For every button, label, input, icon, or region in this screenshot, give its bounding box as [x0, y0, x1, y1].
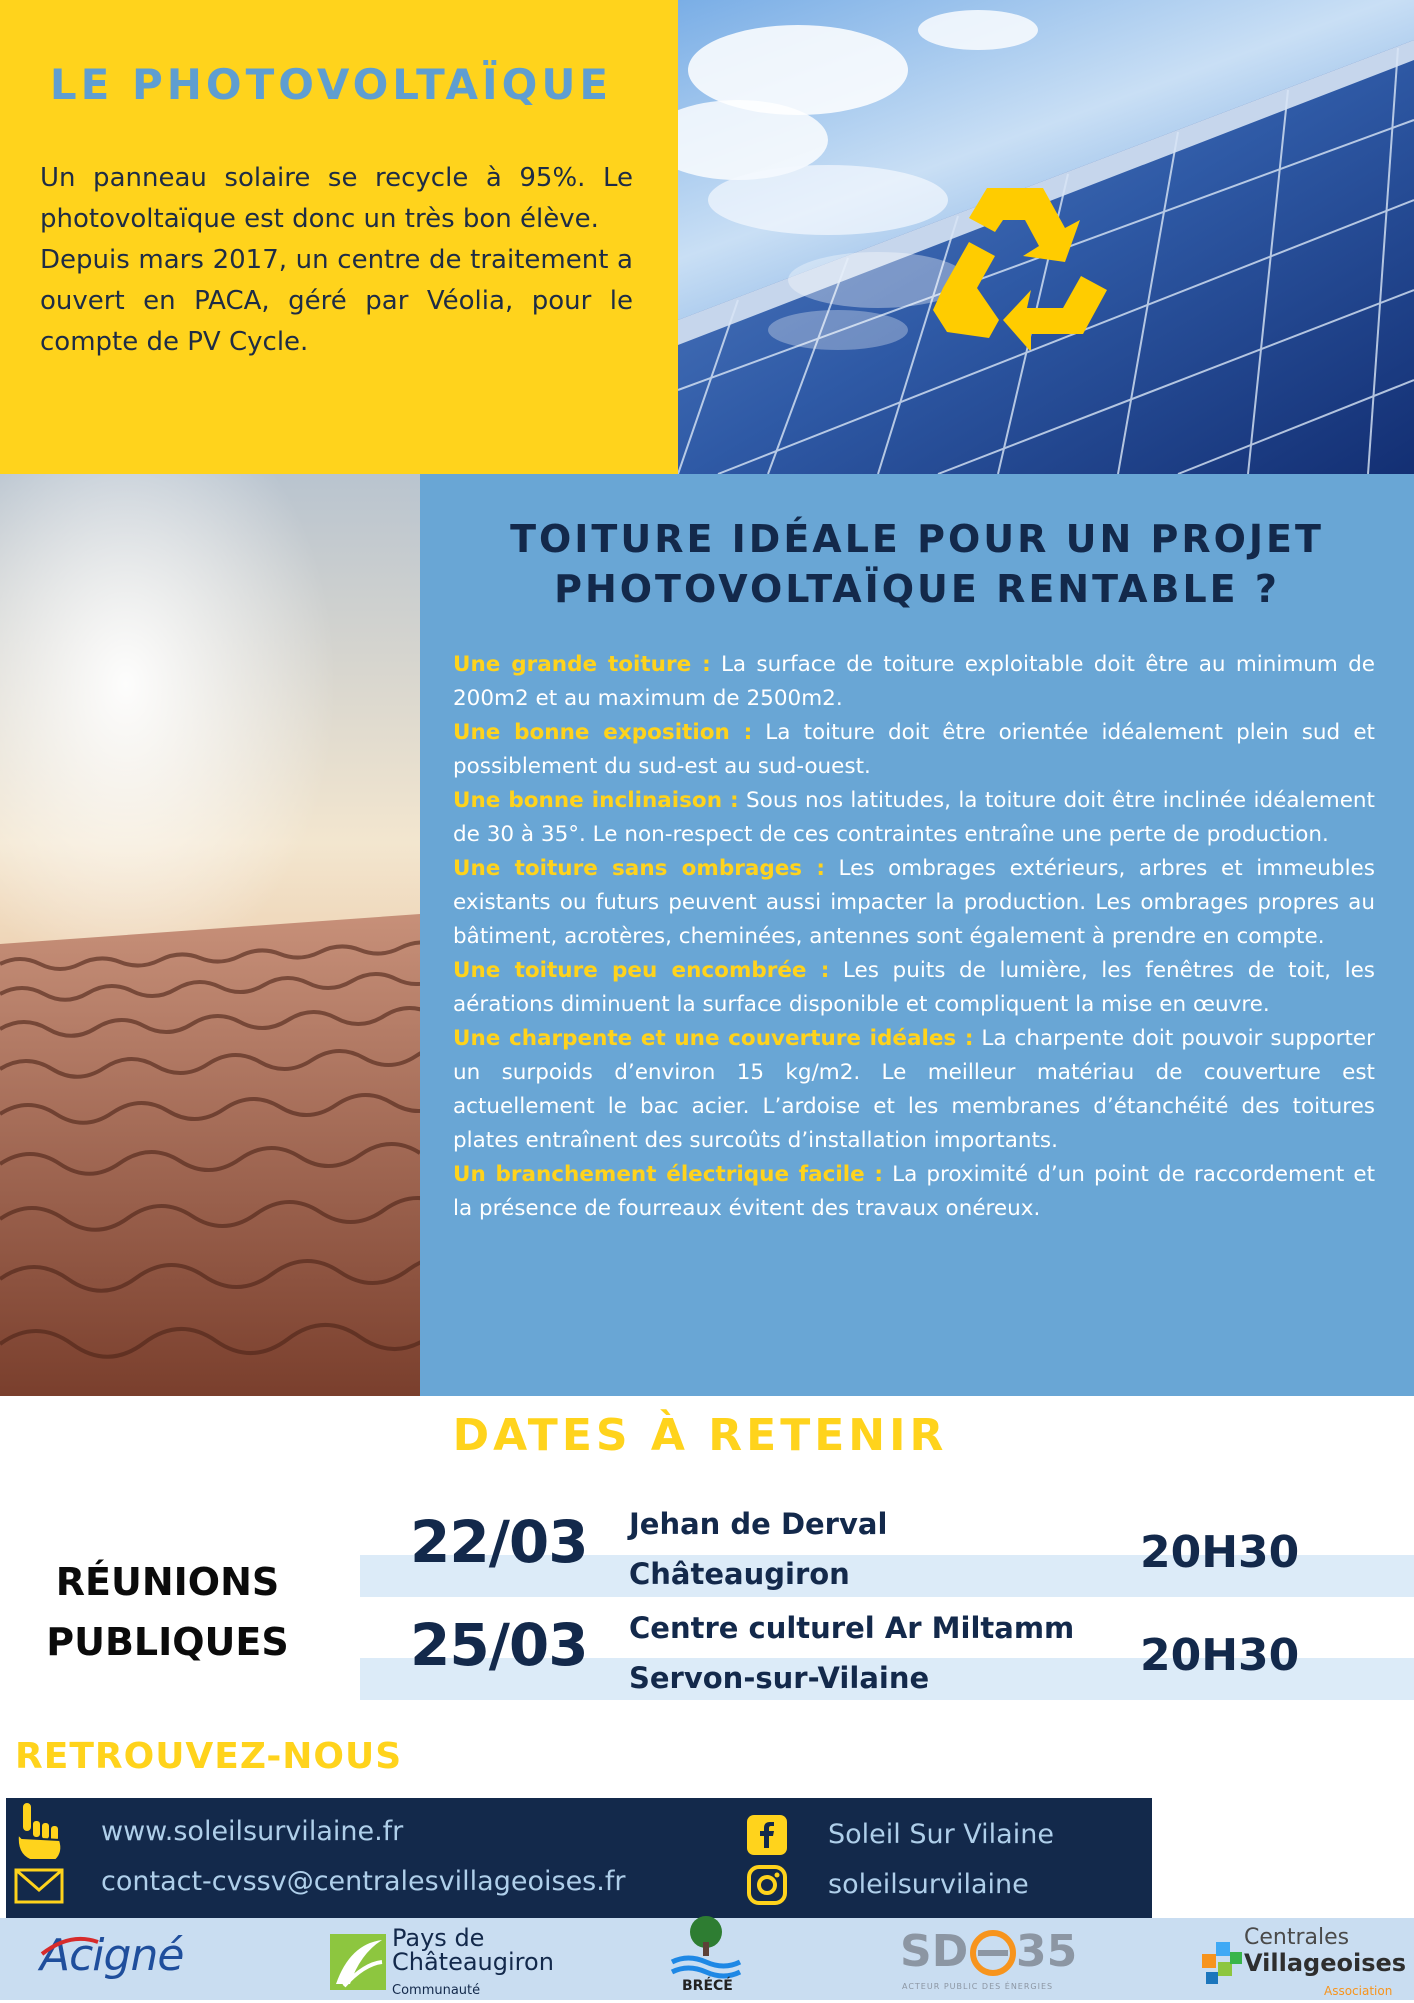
logo-cv-line3: Association — [1324, 1984, 1393, 1998]
logo-acigne-text: Acigné — [40, 1930, 184, 1981]
recycle-icon — [925, 170, 1115, 350]
facebook-link[interactable]: Soleil Sur Vilaine — [828, 1819, 1054, 1850]
criterion-item — [453, 1022, 1375, 1158]
logo-brece — [668, 1914, 744, 1998]
envelope-icon — [14, 1866, 64, 1906]
logo-cv-line1: Centrales — [1244, 1925, 1350, 1950]
criterion-item — [453, 648, 1375, 716]
public-meetings-label-line2: PUBLIQUES — [46, 1620, 289, 1664]
logo-sde-sub: ACTEUR PUBLIC DES ÉNERGIES — [902, 1982, 1054, 1991]
criterion-text: La charpente doit pouvoir supporter un surpoids d’environ 15 kg/m2. Le meilleur matériau de couverture est actuellement le bac acier. L’ardoise et les membranes d’étanchéité des toitures plates entraînent des surcoûts d’installation importants. — [453, 1026, 1375, 1153]
village-cubes-icon — [1198, 1934, 1248, 1988]
find-us-title: RETROUVEZ-NOUS — [15, 1736, 403, 1777]
public-meetings-label — [30, 1552, 305, 1672]
logo-brece-text: BRÉCÉ — [682, 1978, 733, 1994]
logo-pays-line1: Pays de — [392, 1924, 485, 1952]
event-venue-line1: Centre culturel Ar Miltamm — [629, 1611, 1075, 1645]
criterion-text: Sous nos latitudes, la toiture doit être inclinée idéalement de 30 à 35°. Le non-respect de ces contraintes entraîne une perte de production. — [453, 788, 1375, 847]
page-title: LE PHOTOVOLTAÏQUE — [49, 60, 613, 109]
public-meetings-label-line1: RÉUNIONS — [55, 1560, 280, 1604]
roof-criteria-title-line2: PHOTOVOLTAÏQUE RENTABLE ? — [554, 567, 1280, 611]
criteria-list — [453, 648, 1375, 1226]
logo-sde-right: 35 — [1016, 1926, 1078, 1977]
event-venue-line2: Servon-sur-Vilaine — [629, 1661, 930, 1695]
logo-pays-chateaugiron — [330, 1924, 560, 1998]
criterion-label: Une toiture peu encombrée : — [453, 958, 830, 983]
criterion-item — [453, 784, 1375, 852]
solar-panel-photo — [678, 0, 1414, 474]
criterion-text: Les ombrages extérieurs, arbres et immeubles existants ou futurs peuvent aussi impacter la production. Les ombrages propres au bâtiment, acrotères, cheminées, antennes sont également à prendre en compte. — [453, 856, 1375, 949]
email-link[interactable]: contact-cvssv@centralesvillageoises.fr — [101, 1866, 626, 1897]
event-venue-line1: Jehan de Derval — [629, 1507, 888, 1541]
roof-criteria-panel — [420, 474, 1414, 1396]
criterion-label: Une charpente et une couverture idéales : — [453, 1026, 974, 1051]
logo-centrales-villageoises — [1198, 1926, 1408, 1998]
criterion-item — [453, 716, 1375, 784]
roof-tiles-illustration — [0, 474, 420, 1396]
intro-paragraph-2: Depuis mars 2017, un centre de traitement a ouvert en PACA, géré par Véolia, pour le compte de PV Cycle. — [40, 245, 633, 357]
logo-pays-line3: Communauté — [392, 1983, 481, 1998]
leaf-icon — [330, 1934, 386, 1990]
criterion-item — [453, 1158, 1375, 1226]
event-date: 22/03 — [410, 1508, 588, 1576]
instagram-icon — [746, 1864, 788, 1906]
event-venue-line2: Châteaugiron — [629, 1557, 850, 1591]
criterion-item — [453, 852, 1375, 954]
dates-title: DATES À RETENIR — [452, 1410, 948, 1461]
logo-sde-left: SD — [900, 1926, 969, 1977]
intro-paragraph-1: Un panneau solaire se recycle à 95%. Le photovoltaïque est donc un très bon élève. — [40, 163, 633, 234]
tree-icon — [668, 1914, 744, 1984]
website-link[interactable]: www.soleilsurvilaine.fr — [101, 1816, 404, 1847]
pointer-hand-icon — [12, 1800, 68, 1862]
logo-sde35 — [900, 1926, 1078, 1996]
intro-text — [40, 158, 633, 363]
criterion-item — [453, 954, 1375, 1022]
energy-e-icon — [970, 1930, 1016, 1976]
partner-logos — [0, 1918, 1414, 2000]
event-date: 25/03 — [410, 1611, 588, 1679]
event-time: 20H30 — [1140, 1527, 1300, 1578]
logo-acigne — [40, 1930, 183, 1981]
contact-bar — [6, 1798, 1152, 1918]
roof-photo — [0, 474, 420, 1396]
event-time: 20H30 — [1140, 1630, 1300, 1681]
facebook-icon — [746, 1814, 788, 1856]
criterion-label: Une bonne inclinaison : — [453, 788, 739, 813]
criterion-text: La surface de toiture exploitable doit être au minimum de 200m2 et au maximum de 2500m2. — [453, 652, 1375, 711]
roof-criteria-title — [460, 514, 1374, 614]
criterion-label: Un branchement électrique facile : — [453, 1162, 884, 1187]
event-venue — [629, 1603, 1074, 1703]
instagram-link[interactable]: soleilsurvilaine — [828, 1869, 1029, 1900]
event-venue — [629, 1499, 887, 1599]
logo-pays-line2: Châteaugiron — [392, 1948, 554, 1976]
criterion-label: Une toiture sans ombrages : — [453, 856, 825, 881]
criterion-label: Une bonne exposition : — [453, 720, 753, 745]
criterion-label: Une grande toiture : — [453, 652, 711, 677]
criterion-text: Les puits de lumière, les fenêtres de toit, les aérations diminuent la surface disponible et compliquent la mise en œuvre. — [453, 958, 1376, 1017]
criterion-text: La toiture doit être orientée idéalement plein sud et possiblement du sud-est au sud-ouest. — [453, 720, 1375, 779]
roof-criteria-title-line1: TOITURE IDÉALE POUR UN PROJET — [510, 517, 1324, 561]
intro-panel — [0, 0, 678, 474]
logo-cv-line2: Villageoises — [1244, 1949, 1407, 1977]
criterion-text: La proximité d’un point de raccordement et la présence de fourreaux évitent des travaux onéreux. — [453, 1162, 1375, 1221]
acigne-swoosh-icon — [40, 1936, 100, 1956]
